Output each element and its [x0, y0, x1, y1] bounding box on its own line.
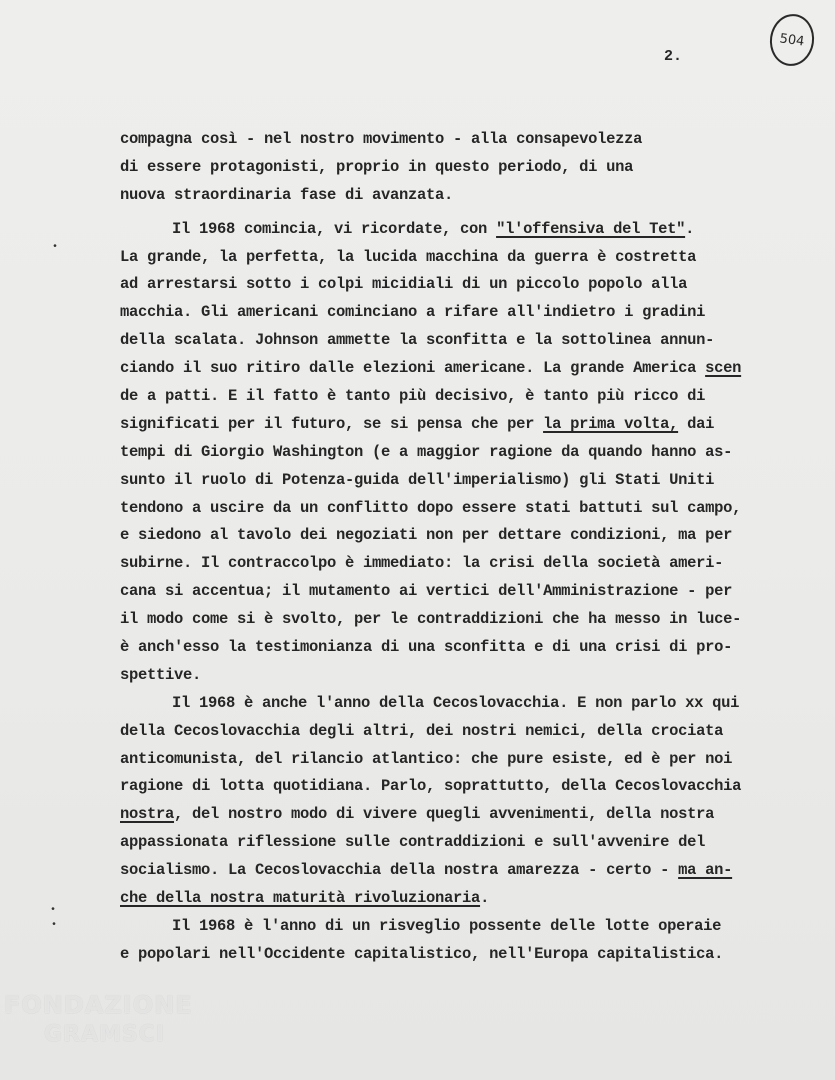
text-line: Il 1968 è anche l'anno della Cecoslovacchia. E non parlo xx qui: [172, 693, 740, 712]
text-line: ciando il suo ritiro dalle elezioni americane. La grande America scen: [120, 359, 742, 378]
archive-watermark: [4, 990, 193, 1050]
text-line: il modo come si è svolto, per le contraddizioni che ha messo in luce-: [120, 610, 742, 629]
text-line: ad arrestarsi sotto i colpi micidiali di un piccolo popolo alla: [120, 275, 688, 294]
underlined-phrase: la prima volta,: [543, 414, 679, 433]
text-line: cana si accentua; il mutamento ai vertici dell'Amministrazione - per: [120, 582, 733, 601]
text-line: subirne. Il contraccolpo è immediato: la crisi della società ameri-: [120, 554, 724, 573]
page-number: 2.: [664, 48, 683, 65]
text-line: che della nostra maturità rivoluzionaria.: [120, 889, 490, 908]
text-line: della scalata. Johnson ammette la sconfitta e la sottolinea annun-: [120, 331, 715, 350]
underlined-phrase: scen: [705, 359, 742, 378]
archive-stamp-number: 504: [778, 30, 806, 50]
text-line: Il 1968 è l'anno di un risveglio possente delle lotte operaie: [172, 916, 722, 935]
text-line: è anch'esso la testimonianza di una sconfitta e di una crisi di pro-: [120, 638, 733, 657]
text-line: socialismo. La Cecoslovacchia della nostra amarezza - certo - ma an-: [120, 861, 733, 880]
document-body: [120, 126, 810, 969]
margin-tick-mark: •: [51, 920, 58, 931]
text-line: La grande, la perfetta, la lucida macchina da guerra è costretta: [120, 247, 697, 266]
underlined-phrase: che della nostra maturità rivoluzionaria: [120, 889, 481, 908]
archive-stamp: [767, 11, 818, 69]
text-line: anticomunista, del rilancio atlantico: che pure esiste, ed è per noi: [120, 749, 733, 768]
text-line: sunto il ruolo di Potenza-guida dell'imperialismo) gli Stati Uniti: [120, 470, 715, 489]
text-line: de a patti. E il fatto è tanto più decisivo, è tanto più ricco di: [120, 387, 706, 406]
text-line: macchia. Gli americani cominciano a rifare all'indietro i gradini: [120, 303, 706, 322]
watermark-line: FONDAZIONE: [4, 991, 193, 1019]
underlined-phrase: "l'offensiva del Tet": [496, 219, 686, 238]
text-line: Il 1968 comincia, vi ricordate, con "l'offensiva del Tet".: [172, 219, 695, 238]
underlined-phrase: nostra: [120, 805, 175, 824]
text-line: compagna così - nel nostro movimento - alla consapevolezza: [120, 130, 643, 148]
text-line: nostra, del nostro modo di vivere quegli avvenimenti, della nostra: [120, 805, 715, 824]
margin-tick-mark: •: [52, 242, 59, 253]
text-line: tempi di Giorgio Washington (e a maggior ragione da quando hanno as-: [120, 442, 733, 461]
text-line: ragione di lotta quotidiana. Parlo, soprattutto, della Cecoslovacchia: [120, 777, 742, 796]
text-line: appassionata riflessione sulle contraddizioni e sull'avvenire del: [120, 833, 706, 852]
margin-tick-mark: •: [50, 905, 57, 916]
watermark-line: GRAMSCI: [44, 1022, 166, 1047]
underlined-phrase: ma an-: [678, 861, 733, 880]
text-line: e siedono al tavolo dei negoziati non per dettare condizioni, ma per: [120, 526, 733, 545]
text-line: di essere protagonisti, proprio in questo periodo, di una: [120, 157, 634, 176]
text-line: tendono a uscire da un conflitto dopo essere stati battuti sul campo,: [120, 498, 742, 517]
text-line: nuova straordinaria fase di avanzata.: [120, 185, 454, 204]
text-line: della Cecoslovacchia degli altri, dei nostri nemici, della crociata: [120, 721, 724, 740]
text-line: e popolari nell'Occidente capitalistico, nell'Europa capitalistica.: [120, 944, 724, 963]
text-line: significati per il futuro, se si pensa che per la prima volta, dai: [120, 414, 715, 433]
text-line: spettive.: [120, 665, 202, 684]
